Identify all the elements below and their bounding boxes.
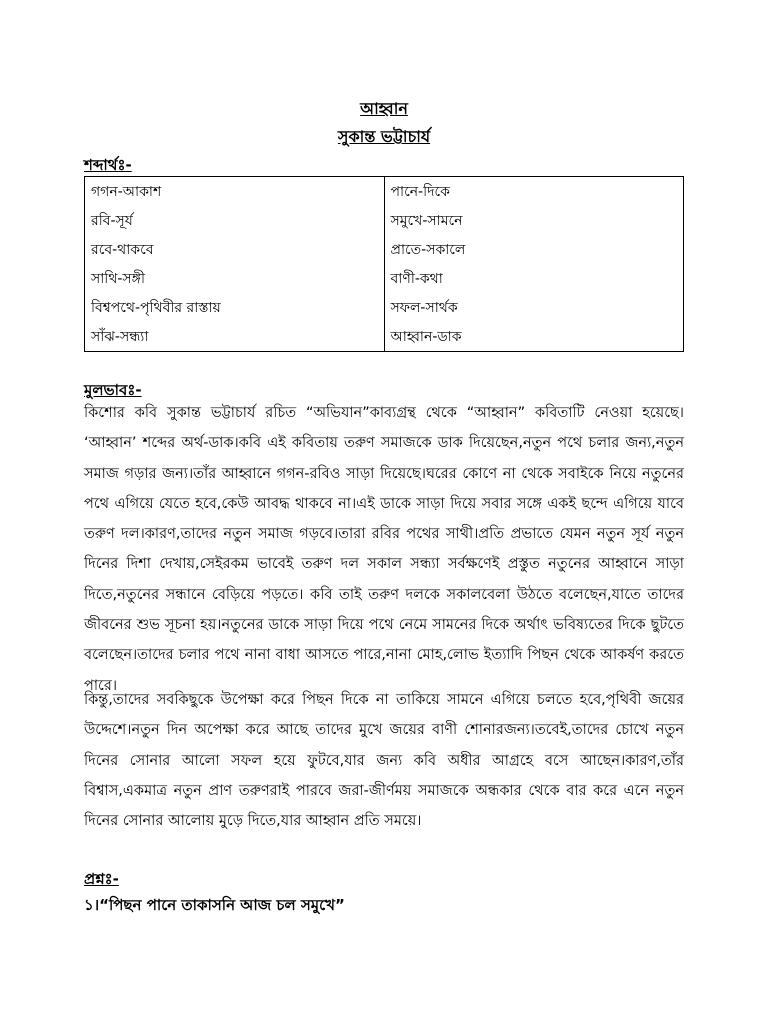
- glossary-cell: রবে-থাকবে: [85, 235, 385, 264]
- question-1: ১।“পিছন পানে তাকাসনি আজ চল সমুখে”: [84, 896, 345, 914]
- summary-heading: মুলভাবঃ-: [84, 381, 142, 399]
- table-row: [85, 264, 684, 293]
- summary-paragraph-1: কিশোর কবি সুকান্ত ভট্টাচার্য রচিত “অভিযান”কাব্যগ্রন্থ থেকে “আহ্বান” কবিতাটি নেওয়া হয়েছে। ‘আহ্বান’ শব্দের অর্থ-ডাক।কবি এই কবিতায় তরুণ সমাজকে ডাক দিয়েছেন,নতুন পথে চলার জন্য,নতুন সমাজ গড়ার জন্য।তাঁর আহ্বানে গগন-রবিও সাড়া দিয়েছে।ঘরের কোণে না থেকে সবাইকে নিয়ে নতুনের পথে এগিয়ে যেতে হবে,কেউ আবদ্ধ থাকবে না।এই ডাকে সাড়া দিয়ে সবার সঙ্গে একই ছন্দে এগিয়ে যাবে তরুণ দল।কারণ,তাদের নতুন সমাজ গড়বে।তারা রবির পথের সাথী।প্রতি প্রভাতে যেমন নতুন সূর্য নতুন দিনের দিশা দেখায়,সেইরকম ভাবেই তরুণ দল সকাল সন্ধ্যা সর্বক্ষণেই প্রস্তুত নতুনের আহ্বানে সাড়া দিতে,নতুনের সন্ধানে বেড়িয়ে পড়তে। কবি তাই তরুণ দলকে সকালবেলা উঠতে বলেছেন,যাতে তাদের জীবনের শুভ সূচনা হয়।নতুনের ডাকে সাড়া দিয়ে পথে নেমে সামনের দিকে অর্থাৎ ভবিষ্যতের দিকে ছুটতে বলেছেন।তাদের চলার পথে নানা বাধা আসতে পারে,নানা মোহ,লোভ ইত্যাদি পিছন থেকে আকর্ষণ করতে পারে।: [84, 405, 684, 694]
- table-row: [85, 322, 684, 352]
- glossary-cell: পানে-দিকে: [384, 177, 684, 207]
- table-row: [85, 206, 684, 235]
- glossary-cell: বিশ্বপথে-পৃথিবীর রাস্তায়: [85, 293, 385, 322]
- glossary-cell: আহ্বান-ডাক: [384, 322, 684, 352]
- glossary-cell: গগন-আকাশ: [85, 177, 385, 207]
- questions-heading: প্রশ্নঃ-: [84, 870, 119, 888]
- poet-name: সুকান্ত ভট্টাচার্য: [337, 127, 431, 146]
- glossary-cell: বাণী-কথা: [384, 264, 684, 293]
- table-row: [85, 293, 684, 322]
- table-row: [85, 235, 684, 264]
- glossary-table: [84, 176, 684, 352]
- glossary-cell: সফল-সার্থক: [384, 293, 684, 322]
- glossary-cell: সমুখে-সামনে: [384, 206, 684, 235]
- glossary-cell: সাথি-সঙ্গী: [85, 264, 385, 293]
- glossary-cell: সাঁঝ-সন্ধ্যা: [85, 322, 385, 352]
- poem-title: আহ্বান: [360, 99, 408, 118]
- glossary-cell: প্রাতে-সকালে: [384, 235, 684, 264]
- summary-paragraph-2: কিন্তু,তাদের সবকিছুকে উপেক্ষা করে পিছন দিকে না তাকিয়ে সামনে এগিয়ে চলতে হবে,পৃথিবী জয়ের উদ্দেশে।নতুন দিন অপেক্ষা করে আছে তাদের মুখে জয়ের বাণী শোনারজন্য।তবেই,তাদের চোখে নতুন দিনের সোনার আলো সফল হয়ে ফুটবে,যার জন্য কবি অধীর আগ্রহে বসে আছেন।কারণ,তাঁর বিশ্বাস,একমাত্র নতুন প্রাণ তরুণরাই পারবে জরা-জীর্ণময় সমাজকে অন্ধকার থেকে বার করে এনে নতুন দিনের সোনার আলোয় মুড়ে দিতে,যার আহ্বান প্রতি সময়ে।: [84, 692, 684, 830]
- table-row: [85, 177, 684, 207]
- glossary-cell: রবি-সূর্য: [85, 206, 385, 235]
- glossary-heading: শব্দার্থঃ-: [84, 156, 132, 174]
